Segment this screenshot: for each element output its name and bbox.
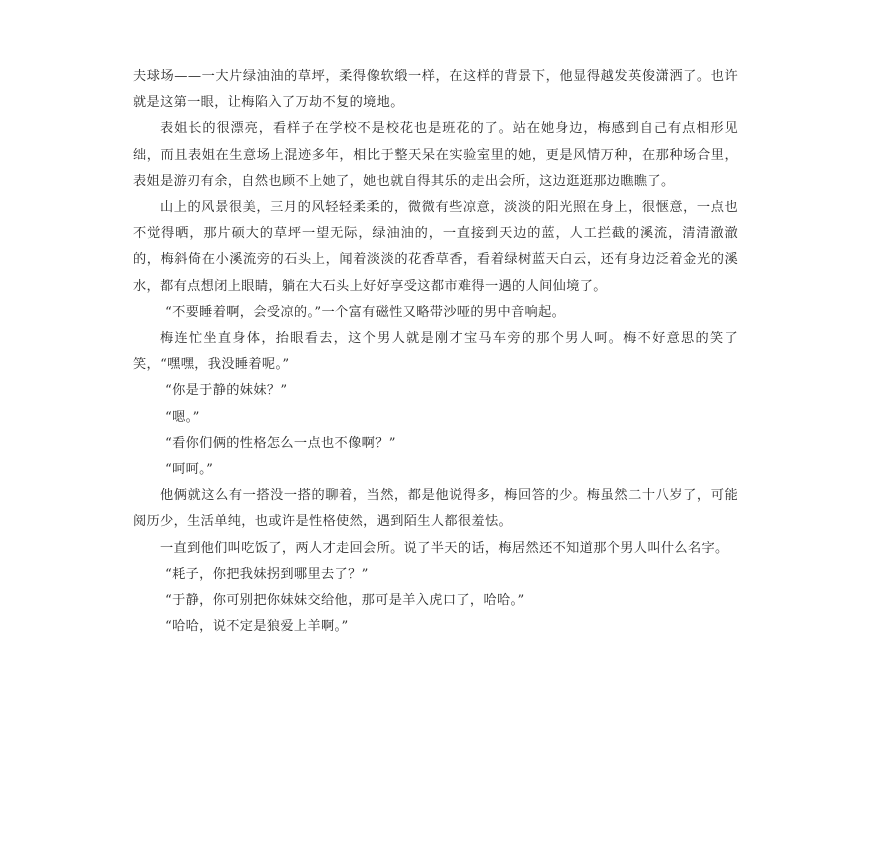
paragraph-5: 他俩就这么有一搭没一搭的聊着，当然，都是他说得多，梅回答的少。梅虽然二十八岁了，可能阅历少，生活单纯，也或许是性格使然，遇到陌生人都很羞怯。 [133, 488, 738, 530]
paragraph-6: 一直到他们叫吃饭了，两人才走回会所。说了半天的话，梅居然还不知道那个男人叫什么名字。 [160, 540, 729, 556]
document-page [133, 64, 738, 640]
dialogue-line-7: “于静，你可别把你妹妹交给他，那可是羊入虎口了，哈哈。” [165, 593, 525, 609]
dialogue-line-4: “看你们俩的性格怎么一点也不像啊？” [165, 435, 396, 451]
dialogue-line-6: “耗子，你把我妹拐到哪里去了？” [165, 566, 369, 582]
paragraph-4: 梅连忙坐直身体，抬眼看去，这个男人就是刚才宝马车旁的那个男人呵。梅不好意思的笑了笑，“嘿嘿，我没睡着呢。” [133, 331, 738, 373]
paragraph-1: 夫球场——一大片绿油油的草坪，柔得像软缎一样，在这样的背景下，他显得越发英俊潇洒了。也许就是这第一眼，让梅陷入了万劫不复的境地。 [133, 69, 738, 111]
paragraph-2: 表姐长的很漂亮，看样子在学校不是校花也是班花的了。站在她身边，梅感到自己有点相形见绌，而且表姐在生意场上混迹多年，相比于整天呆在实验室里的她，更是风情万种，在那种场合里，表姐是游刃有余，自然也顾不上她了，她也就自得其乐的走出会所，这边逛逛那边瞧瞧了。 [133, 121, 738, 189]
paragraph-3: 山上的风景很美，三月的风轻轻柔柔的，微微有些凉意，淡淡的阳光照在身上，很惬意，一点也不觉得晒，那片硕大的草坪一望无际，绿油油的，一直接到天边的蓝，人工拦截的溪流，清清澈澈的，梅斜倚在小溪流旁的石头上，闻着淡淡的花香草香，看着绿树蓝天白云，还有身边泛着金光的溪水，都有点想闭上眼睛，躺在大石头上好好享受这都市难得一遇的人间仙境了。 [133, 200, 738, 294]
dialogue-line-1: “不要睡着啊，会受凉的。”一个富有磁性又略带沙哑的男中音响起。 [165, 304, 566, 320]
dialogue-line-5: “呵呵。” [165, 462, 214, 478]
dialogue-line-8: “哈哈，说不定是狼爱上羊啊。” [165, 619, 349, 635]
dialogue-line-3: “嗯。” [165, 409, 200, 425]
dialogue-line-2: “你是于静的妹妹？” [165, 383, 288, 399]
